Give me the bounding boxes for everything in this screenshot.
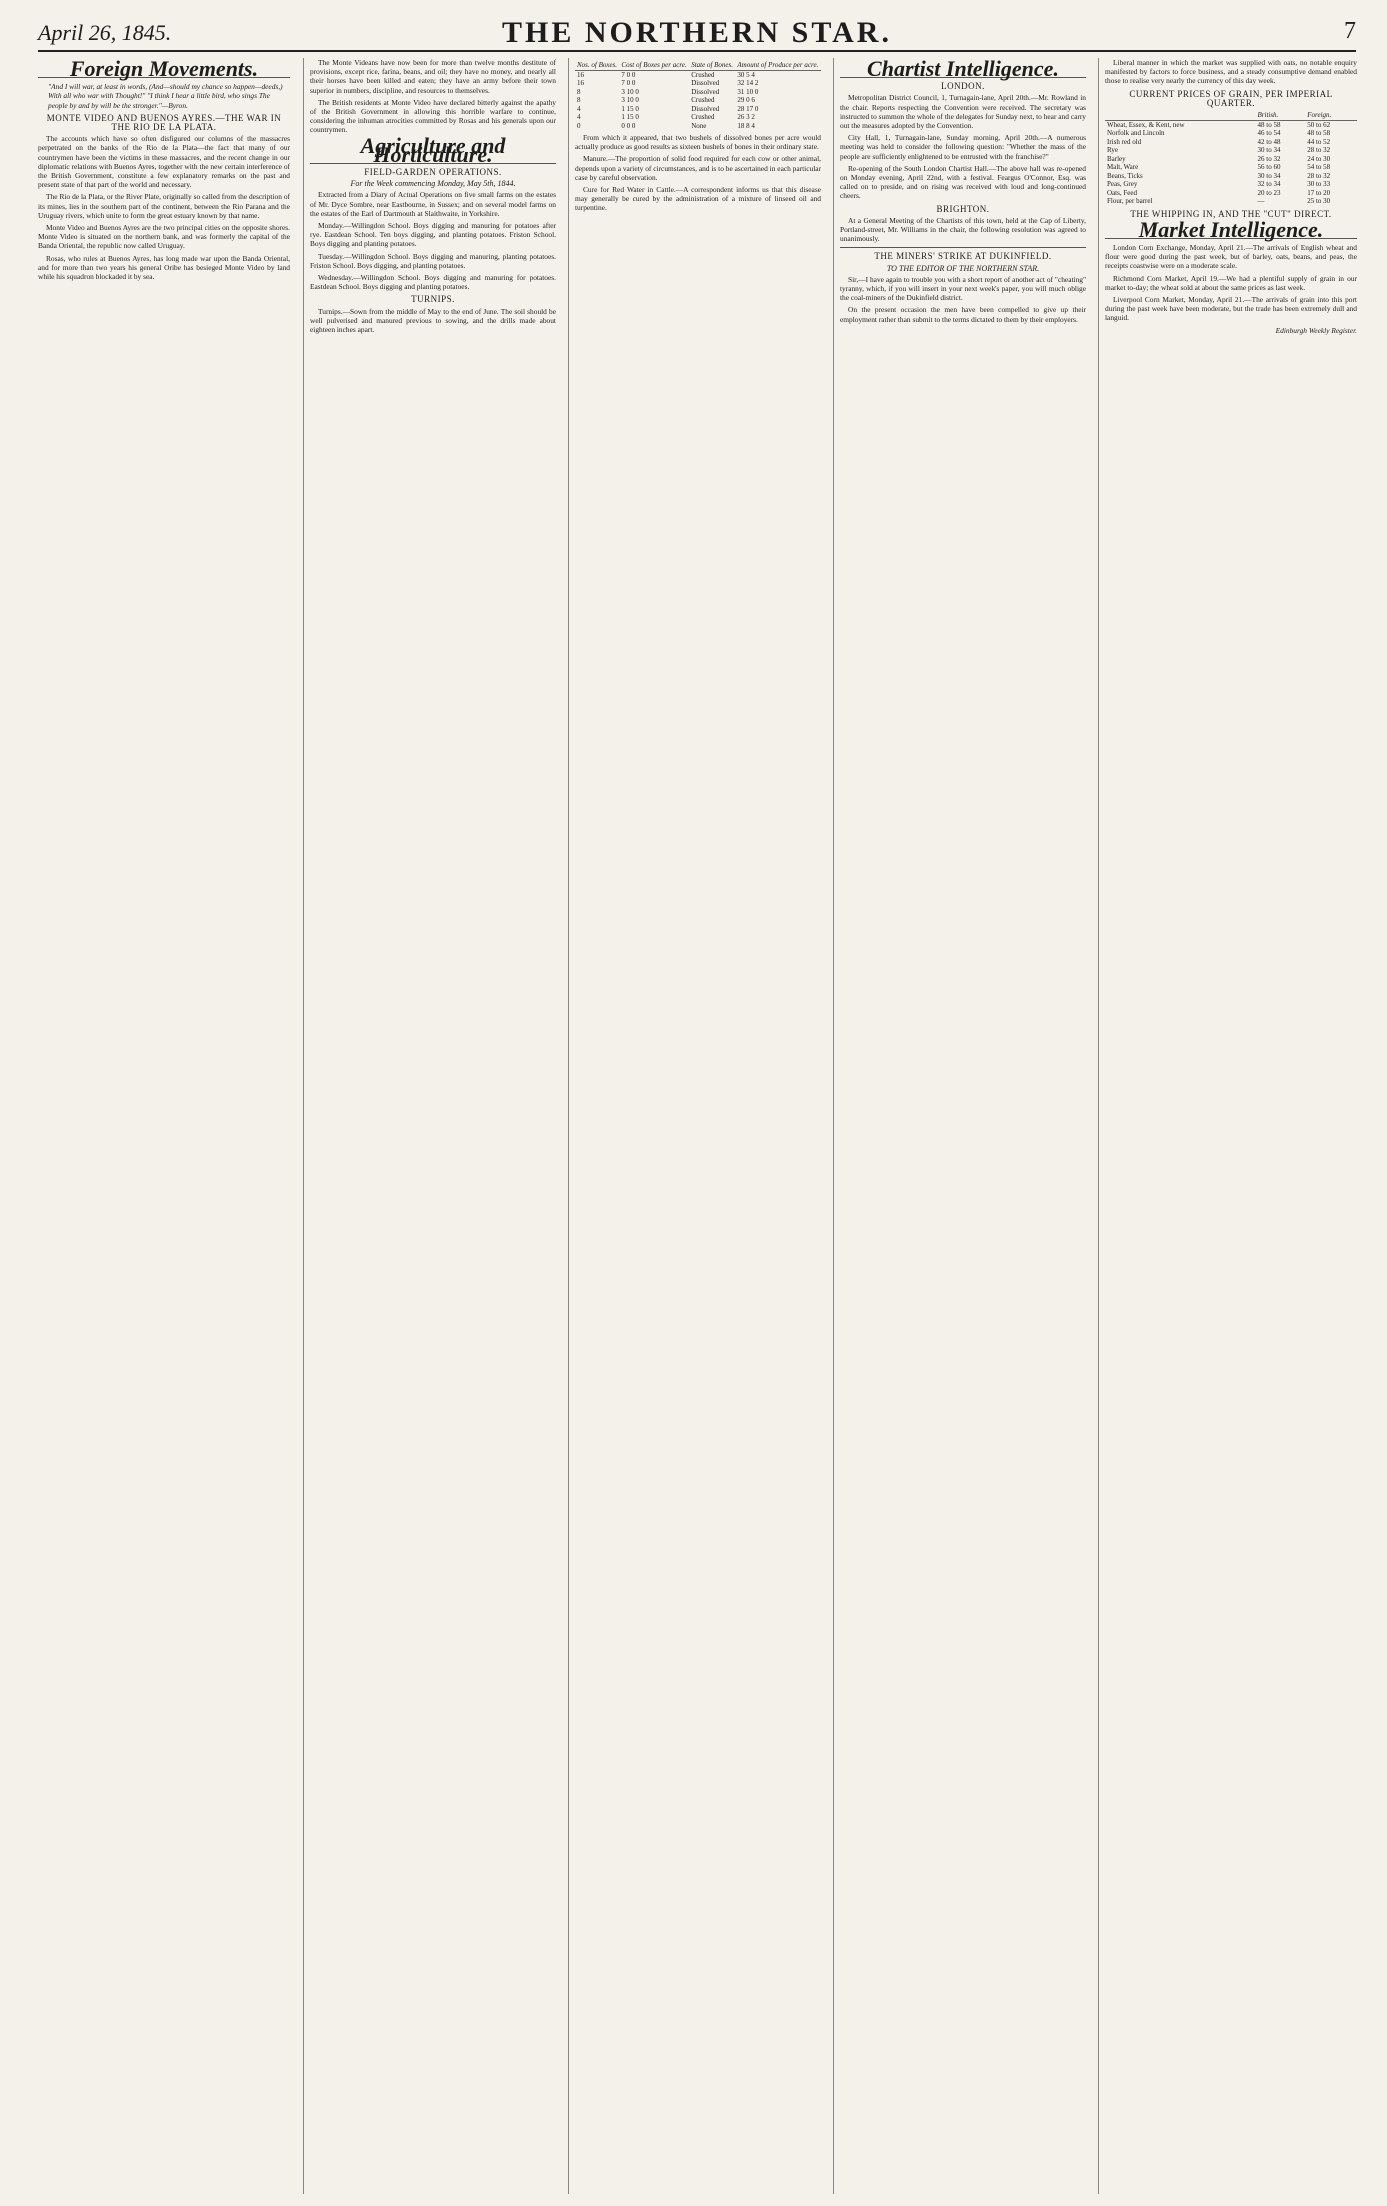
epigraph: "And I will war, at least in words, (And—should my chance so happen—deeds,) With all who war with Thought!" "I think I hear a little bird, who sings The people by and by will be the stronger."—Byron. <box>48 82 283 110</box>
paragraph: The Rio de la Plata, or the River Plate, originally so called from the description of its mines, lies in the southern part of the continent, between the Rio Parana and the Uruguay rivers, which unite to form the great estuary known by that name. <box>38 192 290 220</box>
article-headline: LONDON. <box>941 81 985 92</box>
paragraph: At a General Meeting of the Chartists of this town, held at the Cap of Liberty, Portland-street, Mr. Williams in the chair, the following resolution was agreed to unanimously. <box>840 215 1086 244</box>
table-cell: 28 17 0 <box>737 104 759 113</box>
table-row <box>575 70 821 79</box>
paragraph: Tuesday.—Willingdon School. Boys digging and manuring, planting potatoes. Friston School. Boys digging, and planting potatoes. <box>310 251 556 270</box>
table-header: Foreign. <box>1305 111 1357 120</box>
issue-date: April 26, 1845. <box>38 20 172 45</box>
table-cell: 46 to 54 <box>1257 129 1281 138</box>
bones-table <box>575 61 821 130</box>
table-cell: 32 to 34 <box>1257 180 1281 189</box>
table-cell: 54 to 58 <box>1307 163 1331 172</box>
table-header: Amount of Produce per acre. <box>735 61 821 70</box>
table-cell: 3 10 0 <box>621 96 639 104</box>
newspaper-title: THE NORTHERN STAR. <box>502 16 892 49</box>
table-header: State of Bones. <box>689 61 735 70</box>
section-heading-chartist: Chartist Intelligence. <box>840 64 1086 78</box>
table-cell: 18 8 4 <box>737 121 755 130</box>
table-cell: 50 to 62 <box>1307 120 1331 129</box>
table-row <box>1105 172 1357 181</box>
paragraph: The British residents at Monte Video have declared bitterly against the apathy of the British Government in allowing this horrible warfare to continue, considering the inhuman atrocities committed by Rosas and his generals upon our countrymen. <box>310 97 556 135</box>
table-row <box>575 113 821 122</box>
table-row <box>1105 129 1357 138</box>
table-header: Cost of Boxes per acre. <box>619 61 689 70</box>
table-cell: Norfolk and Lincoln <box>1107 129 1165 138</box>
table-cell: 26 to 32 <box>1257 154 1281 163</box>
paragraph: Extracted from a Diary of Actual Operations on five small farms on the estates of Mr. Dyce Sombre, near Eastbourne, in Sussex; and on several model farms on the estates of the Earl of Dartmouth at Slaithwaite, in Yorkshire. <box>310 190 556 218</box>
page-number: 7 <box>1344 18 1356 44</box>
paragraph: From which it appeared, that two bushels of dissolved bones per acre would actually produce as good results as sixteen bushels of bones in their ordinary state. <box>575 133 821 152</box>
grain-price-table <box>1105 111 1357 206</box>
table-row <box>1105 163 1357 172</box>
table-cell: None <box>691 121 707 130</box>
table-cell: 25 to 30 <box>1307 197 1331 206</box>
table-cell: 30 to 34 <box>1257 171 1281 180</box>
table-cell: Crushed <box>691 96 715 104</box>
table-cell: 28 to 32 <box>1307 146 1331 155</box>
page-columns <box>38 58 1356 2194</box>
table-cell: — <box>1257 197 1265 206</box>
table-cell: 48 to 58 <box>1307 129 1331 138</box>
table-row <box>1105 138 1357 147</box>
table-row <box>575 105 821 114</box>
column-1 <box>38 58 290 2194</box>
section-heading-foreign: Foreign Movements. <box>38 64 290 78</box>
paragraph: Rosas, who rules at Buenos Ayres, has long made war upon the Banda Oriental, and for more than two years his general Oribe has besieged Monte Video by land while his squadron blockaded it by sea. <box>38 253 290 282</box>
section-heading-market: Market Intelligence. <box>1105 225 1357 239</box>
table-cell: 0 0 0 <box>621 121 636 130</box>
table-cell: 8 <box>577 87 581 96</box>
table-header: British. <box>1256 111 1306 120</box>
table-cell: 29 0 6 <box>737 96 755 104</box>
table-cell: 16 <box>577 79 584 87</box>
section-heading-agriculture: Agriculture and Horticulture. <box>310 141 556 164</box>
table-cell: Crushed <box>691 70 715 79</box>
table-row <box>1105 197 1357 206</box>
table-cell: 26 3 2 <box>737 113 755 121</box>
paragraph: Metropolitan District Council, 1, Turnagain-lane, April 20th.—Mr. Rowland in the chair. Reports respecting the Convention were received. The secretary was instructed to summon the whole of the delegates for Sunday next, to hear and carry out the measures adopted by the Convention. <box>840 93 1086 131</box>
table-row <box>575 122 821 131</box>
table-cell: Rye <box>1107 146 1118 155</box>
table-header: Nos. of Boxes. <box>575 61 619 70</box>
table-cell: 30 to 33 <box>1307 180 1331 189</box>
table-cell: 0 <box>577 121 581 130</box>
article-headline: FIELD-GARDEN OPERATIONS. <box>364 167 502 178</box>
divider <box>840 247 1086 248</box>
table-cell: Dissolved <box>691 79 720 87</box>
table-cell: Malt, Ware <box>1107 163 1139 172</box>
source-credit: Edinburgh Weekly Register. <box>1275 325 1357 335</box>
table-cell: 3 10 0 <box>621 87 639 96</box>
table-cell: 56 to 60 <box>1257 163 1281 172</box>
table-cell: 42 to 48 <box>1257 137 1281 146</box>
article-subhead: For the Week commencing Monday, May 5th, 1844. <box>350 179 516 189</box>
column-3 <box>568 58 821 2194</box>
paragraph: The Monte Videans have now been for more than twelve months destitute of provisions, except rice, farina, beans, and oil; they have no money, and nearly all their horses have been killed and eaten; they have an army before their town superior in numbers, discipline, and resources to themselves. <box>310 58 556 95</box>
article-headline: MONTE VIDEO AND BUENOS AYRES.—THE WAR IN THE RIO DE LA PLATA. <box>46 112 282 133</box>
table-cell: 1 15 0 <box>621 104 639 113</box>
article-headline: CURRENT PRICES OF GRAIN, PER IMPERIAL QUARTER. <box>1129 88 1333 108</box>
table-row <box>575 88 821 97</box>
table-cell: 30 5 4 <box>737 70 755 79</box>
table-cell: Peas, Grey <box>1107 180 1138 189</box>
paragraph: Monday.—Willingdon School. Boys digging and manuring for potatoes after rye. Eastdean School. Ten boys digging, and planting potatoes. Friston School. Boys digging and planting potatoes. <box>310 221 556 249</box>
paragraph: Liberal manner in which the market was supplied with oats, no notable enquiry manifested by factors to force business, and a steady consumptive demand enabled those to realise very nearly the currency of this day week. <box>1105 58 1357 86</box>
paragraph: Turnips.—Sown from the middle of May to the end of June. The soil should be well pulverised and manured previous to sowing, and the drills made about eighteen inches apart. <box>310 306 556 335</box>
paragraph: The accounts which have so often disfigured our columns of the massacres perpetrated on the banks of the Rio de la Plata—the fact that many of our countrymen have been the victims in these massacres, and the recent change in our diplomatic relations with Buenos Ayres, together with the new certain interference of the British Government, constitute a few explanatory remarks on the past and present state of that part of the world and necessary. <box>38 134 290 190</box>
table-cell: Beans, Ticks <box>1107 171 1143 180</box>
table-row <box>1105 146 1357 155</box>
article-headline: BRIGHTON. <box>936 203 990 214</box>
paragraph: Cure for Red Water in Cattle.—A correspondent informs us that this disease may generally be cured by the administration of a mixture of linseed oil and turpentine. <box>575 185 821 213</box>
table-cell: 1 15 0 <box>621 113 639 121</box>
table-cell: 16 <box>577 70 584 79</box>
table-cell: 4 <box>577 113 581 121</box>
table-cell: 17 to 20 <box>1307 188 1331 197</box>
table-cell: 8 <box>577 96 581 104</box>
paragraph: Wednesday.—Willingdon School. Boys digging and manuring for potatoes. Eastdean School. Boys digging and planting potatoes. <box>310 273 556 292</box>
table-row <box>1105 155 1357 164</box>
table-cell: 28 to 32 <box>1307 171 1331 180</box>
article-subhead: TO THE EDITOR OF THE NORTHERN STAR. <box>886 263 1040 273</box>
paragraph: London Corn Exchange, Monday, April 21.—The arrivals of English wheat and flour were good during the past week, but of barley, oats, beans, and peas, the receipts coastwise were on a moderate scale. <box>1105 242 1357 271</box>
table-cell: Wheat, Essex, & Kent, new <box>1107 120 1185 129</box>
table-cell: 30 to 34 <box>1257 146 1281 155</box>
table-row <box>1105 120 1357 129</box>
column-2 <box>303 58 556 2194</box>
table-row <box>1105 180 1357 189</box>
column-5 <box>1098 58 1357 2194</box>
table-cell: 32 14 2 <box>737 79 759 87</box>
column-4 <box>833 58 1086 2194</box>
paragraph: Monte Video and Buenos Ayres are the two principal cities on the opposite shores. Monte Video is situated on the northern bank, and was formerly the capital of the Banda Oriental, the republic now called Uruguay. <box>38 223 290 251</box>
table-header <box>1105 111 1256 120</box>
table-row <box>1105 189 1357 198</box>
paragraph: City Hall, 1, Turnagain-lane, Sunday morning, April 20th.—A numerous meeting was held to consider the following question: "Whether the mass of the people are sufficiently enlightened to be entrusted with the franchise?" <box>840 133 1086 161</box>
table-cell: 31 10 0 <box>737 87 759 96</box>
table-cell: Dissolved <box>691 87 720 96</box>
paragraph: Liverpool Corn Market, Monday, April 21.—The arrivals of grain into this port during the past week have been moderate, but the trade has been extremely dull and languid. <box>1105 294 1357 323</box>
paragraph: Re-opening of the South London Chartist Hall.—The above hall was re-opened on Monday evening, April 22nd, with a festival. Feargus O'Connor, Esq. was called on to preside, and on rising was received with loud and long-continued cheers. <box>840 163 1086 201</box>
table-cell: 24 to 30 <box>1307 154 1331 163</box>
table-cell: Dissolved <box>691 104 720 113</box>
table-cell: 7 0 0 <box>621 70 636 79</box>
table-cell: 20 to 23 <box>1257 188 1281 197</box>
article-headline: THE WHIPPING IN, AND THE "CUT" DIRECT. <box>1130 208 1332 219</box>
table-cell: 4 <box>577 104 581 113</box>
paragraph: Richmond Corn Market, April 19.—We had a plentiful supply of grain in our market to-day; the wheat sold at about the same prices as last week. <box>1105 273 1357 292</box>
paragraph: Manure.—The proportion of solid food required for each cow or other animal, depends upon a variety of circumstances, and is to be ascertained in each particular case by careful observation. <box>575 154 821 182</box>
table-cell: Flour, per barrel <box>1107 197 1153 206</box>
paragraph: On the present occasion the men have been compelled to give up their employment rather than submit to the terms dictated to them by their employers. <box>840 305 1086 324</box>
paragraph: Sir,—I have again to trouble you with a short report of another act of "cheating" tyranny, which, if you will insert in your next week's paper, you will much oblige the coal-miners of the Dukinfield district. <box>840 274 1086 303</box>
table-row <box>575 79 821 88</box>
table-cell: 7 0 0 <box>621 79 636 87</box>
article-headline: THE MINERS' STRIKE AT DUKINFIELD. <box>874 251 1052 262</box>
table-row <box>575 96 821 105</box>
table-cell: Oats, Feed <box>1107 188 1137 197</box>
table-cell: Irish red old <box>1107 137 1142 146</box>
table-cell: 44 to 52 <box>1307 137 1331 146</box>
table-cell: Barley <box>1107 154 1126 163</box>
table-cell: Crushed <box>691 113 715 121</box>
table-cell: 48 to 58 <box>1257 120 1281 129</box>
article-headline: TURNIPS. <box>411 294 455 305</box>
masthead <box>38 14 1356 52</box>
